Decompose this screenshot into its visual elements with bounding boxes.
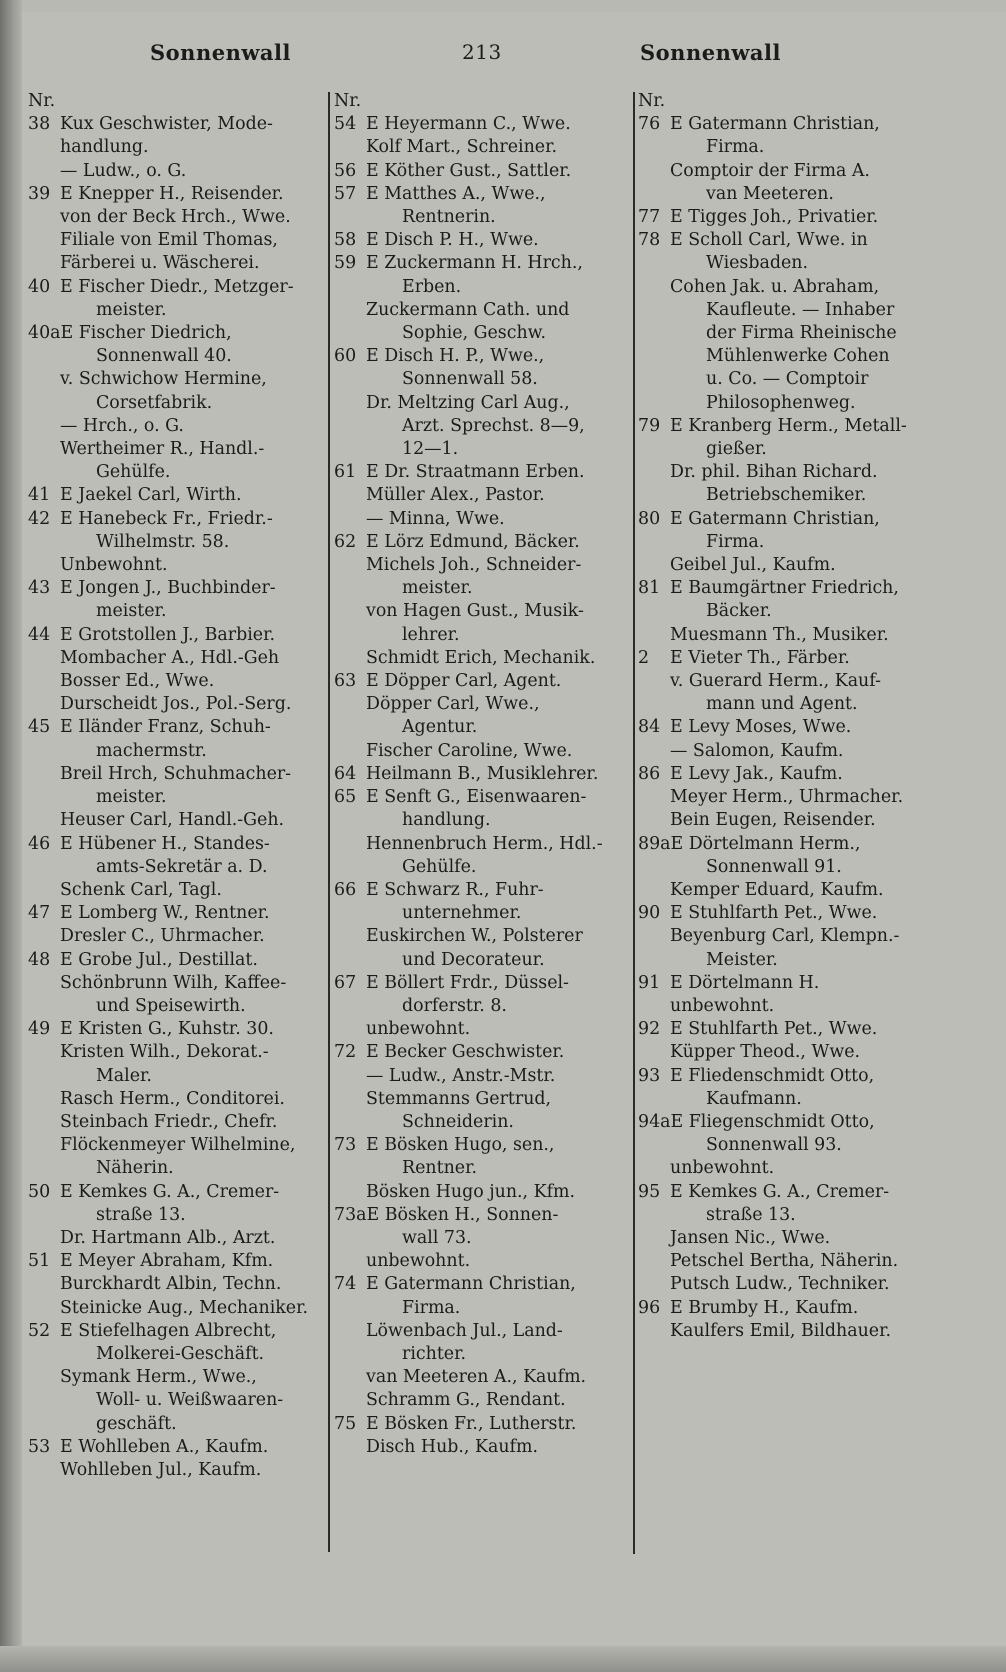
resident-line: Durscheidt Jos., Pol.-Serg. bbox=[60, 694, 292, 715]
continuation-line: Gehülfe. bbox=[96, 462, 171, 483]
column-heading: Nr. bbox=[638, 91, 666, 111]
continuation-line: Kaufmann. bbox=[706, 1088, 802, 1109]
directory-entry bbox=[334, 1413, 628, 1436]
house-number: 52 bbox=[28, 1320, 51, 1341]
resident-line: Mombacher A., Hdl.-Geh bbox=[60, 647, 280, 668]
resident-line: von der Beck Hrch., Wwe. bbox=[60, 207, 291, 228]
resident-line: von Hagen Gust., Musik- bbox=[366, 601, 584, 622]
continuation-line: richter. bbox=[402, 1343, 467, 1364]
entry-text: E Fliedenschmidt Otto, bbox=[670, 1065, 875, 1086]
continuation-line: unternehmer. bbox=[402, 903, 522, 924]
house-number: 46 bbox=[28, 833, 51, 854]
directory-entry bbox=[28, 624, 322, 647]
entry-text: E Heyermann C., Wwe. bbox=[366, 114, 571, 135]
resident-line: Dr. Meltzing Carl Aug., bbox=[366, 392, 570, 413]
house-number: 60 bbox=[334, 346, 357, 367]
resident-line: Bein Eugen, Reisender. bbox=[670, 810, 876, 831]
continuation-line: Philosophenweg. bbox=[706, 392, 856, 413]
continuation-line: meister. bbox=[96, 299, 167, 320]
continuation-line: straße 13. bbox=[96, 1204, 186, 1225]
resident-line: unbewohnt. bbox=[366, 1019, 471, 1040]
continuation-line: Näherin. bbox=[96, 1158, 174, 1179]
directory-entry bbox=[334, 763, 628, 786]
directory-entry bbox=[28, 276, 322, 299]
continuation-line: amts-Sekretär a. D. bbox=[96, 856, 268, 877]
entry-text: E Kranberg Herm., Metall- bbox=[670, 415, 907, 436]
house-number: 64 bbox=[334, 763, 357, 784]
continuation-line: Agentur. bbox=[402, 717, 478, 738]
resident-line: — Ludw., o. G. bbox=[60, 160, 187, 181]
resident-line: Michels Joh., Schneider- bbox=[366, 555, 582, 576]
continuation-line: Sophie, Geschw. bbox=[402, 323, 547, 344]
resident-line: Dr. Hartmann Alb., Arzt. bbox=[60, 1227, 276, 1248]
continuation-line: Sonnenwall 40. bbox=[96, 346, 232, 367]
directory-entry bbox=[638, 415, 932, 438]
house-number: 43 bbox=[28, 578, 51, 599]
entry-text: E Stuhlfarth Pet., Wwe. bbox=[670, 1019, 878, 1040]
entry-text: E Dr. Straatmann Erben. bbox=[366, 462, 585, 483]
resident-line: unbewohnt. bbox=[670, 995, 775, 1016]
entry-text: E Meyer Abraham, Kfm. bbox=[60, 1251, 274, 1272]
entry-text: Kux Geschwister, Mode- bbox=[60, 114, 273, 135]
directory-entry bbox=[28, 113, 322, 136]
directory-entry bbox=[28, 716, 322, 739]
house-number: 61 bbox=[334, 462, 357, 483]
entry-text: E Levy Jak., Kaufm. bbox=[670, 763, 843, 784]
continuation-line: handlung. bbox=[402, 810, 491, 831]
directory-entry bbox=[638, 1111, 932, 1134]
resident-line: Steinbach Friedr., Chefr. bbox=[60, 1111, 278, 1132]
continuation-line: geschäft. bbox=[96, 1413, 177, 1434]
resident-line: Schramm G., Rendant. bbox=[366, 1390, 566, 1411]
continuation-line: Sonnenwall 93. bbox=[706, 1135, 842, 1156]
directory-column-2 bbox=[334, 90, 628, 1459]
entry-text: E Kristen G., Kuhstr. 30. bbox=[60, 1019, 274, 1040]
entry-text: E Disch P. H., Wwe. bbox=[366, 230, 539, 251]
house-number: 45 bbox=[28, 717, 51, 738]
directory-entry bbox=[28, 1250, 322, 1273]
continuation-line: Sonnenwall 91. bbox=[706, 856, 842, 877]
house-number: 96 bbox=[638, 1297, 661, 1318]
entry-text: E Disch H. P., Wwe., bbox=[366, 346, 545, 367]
continuation-line: Mühlenwerke Cohen bbox=[706, 346, 890, 367]
house-number: 50 bbox=[28, 1181, 51, 1202]
column-heading: Nr. bbox=[28, 91, 56, 111]
resident-line: Dresler C., Uhrmacher. bbox=[60, 926, 265, 947]
house-number: 76 bbox=[638, 114, 661, 135]
directory-entry bbox=[638, 716, 932, 739]
directory-entry bbox=[334, 531, 628, 554]
directory-entry bbox=[28, 1320, 322, 1343]
house-number: 90 bbox=[638, 903, 661, 924]
house-number: 66 bbox=[334, 879, 357, 900]
house-number: 75 bbox=[334, 1413, 357, 1434]
directory-entry bbox=[638, 902, 932, 925]
entry-text: E Bösken H., Sonnen- bbox=[366, 1204, 559, 1225]
directory-entry bbox=[28, 508, 322, 531]
resident-line: Euskirchen W., Polsterer bbox=[366, 926, 583, 947]
resident-line: Flöckenmeyer Wilhelmine, bbox=[60, 1135, 296, 1156]
continuation-line: u. Co. — Comptoir bbox=[706, 369, 869, 390]
continuation-line: machermstr. bbox=[96, 740, 207, 761]
resident-line: Heuser Carl, Handl.-Geh. bbox=[60, 810, 285, 831]
continuation-line: Molkerei-Geschäft. bbox=[96, 1343, 265, 1364]
entry-text: E Hanebeck Fr., Friedr.- bbox=[60, 508, 273, 529]
directory-entry bbox=[334, 252, 628, 275]
house-number: 53 bbox=[28, 1436, 51, 1457]
entry-text: E Gatermann Christian, bbox=[670, 508, 880, 529]
book-spine-shadow bbox=[0, 0, 22, 1672]
directory-column-3 bbox=[638, 90, 932, 1343]
resident-line: Küpper Theod., Wwe. bbox=[670, 1042, 861, 1063]
directory-entry bbox=[638, 1297, 932, 1320]
continuation-line: Firma. bbox=[706, 137, 765, 158]
resident-line: Bosser Ed., Wwe. bbox=[60, 671, 215, 692]
resident-line: — Minna, Wwe. bbox=[366, 508, 505, 529]
entry-text: E Stuhlfarth Pet., Wwe. bbox=[670, 903, 878, 924]
continuation-line: Maler. bbox=[96, 1065, 152, 1086]
entry-text: E Vieter Th., Färber. bbox=[670, 647, 850, 668]
house-number: 38 bbox=[28, 114, 51, 135]
resident-line: Wertheimer R., Handl.- bbox=[60, 439, 265, 460]
continuation-line: 12—1. bbox=[402, 439, 459, 460]
entry-text: E Lörz Edmund, Bäcker. bbox=[366, 531, 580, 552]
directory-entry bbox=[334, 160, 628, 183]
resident-line: Löwenbach Jul., Land- bbox=[366, 1320, 563, 1341]
directory-entry bbox=[638, 972, 932, 995]
house-number: 67 bbox=[334, 972, 357, 993]
house-number: 39 bbox=[28, 183, 51, 204]
resident-line: — Ludw., Anstr.-Mstr. bbox=[366, 1065, 556, 1086]
directory-entry bbox=[638, 833, 932, 856]
house-number: 56 bbox=[334, 160, 357, 181]
directory-entry bbox=[638, 1018, 932, 1041]
entry-text: E Fischer Diedr., Metzger- bbox=[60, 276, 294, 297]
page-number: 213 bbox=[462, 40, 502, 64]
entry-text: E Jaekel Carl, Wirth. bbox=[60, 485, 242, 506]
house-number: 42 bbox=[28, 508, 51, 529]
resident-line: Bösken Hugo jun., Kfm. bbox=[366, 1181, 576, 1202]
resident-line: Disch Hub., Kaufm. bbox=[366, 1436, 538, 1457]
continuation-line: Sonnenwall 58. bbox=[402, 369, 538, 390]
house-number: 94a bbox=[638, 1111, 671, 1132]
directory-entry bbox=[334, 345, 628, 368]
house-number: 58 bbox=[334, 230, 357, 251]
resident-line: Schönbrunn Wilh, Kaffee- bbox=[60, 972, 287, 993]
continuation-line: Rentner. bbox=[402, 1158, 477, 1179]
entry-text: E Dörtelmann H. bbox=[670, 972, 820, 993]
column-rule bbox=[633, 92, 635, 1554]
resident-line: Burckhardt Albin, Techn. bbox=[60, 1274, 282, 1295]
house-number: 73a bbox=[334, 1204, 367, 1225]
entry-text: E Fischer Diedrich, bbox=[60, 323, 232, 344]
directory-entry bbox=[28, 833, 322, 856]
continuation-line: straße 13. bbox=[706, 1204, 796, 1225]
directory-entry bbox=[638, 763, 932, 786]
continuation-line: Betriebschemiker. bbox=[706, 485, 867, 506]
directory-entry bbox=[334, 972, 628, 995]
resident-line: Jansen Nic., Wwe. bbox=[670, 1227, 831, 1248]
directory-entry bbox=[28, 577, 322, 600]
entry-text: Heilmann B., Musiklehrer. bbox=[366, 763, 599, 784]
resident-line: Dr. phil. Bihan Richard. bbox=[670, 462, 878, 483]
entry-text: E Bösken Hugo, sen., bbox=[366, 1135, 555, 1156]
resident-line: — Hrch., o. G. bbox=[60, 415, 184, 436]
resident-line: Meyer Herm., Uhrmacher. bbox=[670, 787, 904, 808]
continuation-line: der Firma Rheinische bbox=[706, 323, 897, 344]
house-number: 49 bbox=[28, 1019, 51, 1040]
resident-line: Fischer Caroline, Wwe. bbox=[366, 740, 573, 761]
entry-text: E Kemkes G. A., Cremer- bbox=[670, 1181, 890, 1202]
directory-entry bbox=[28, 1436, 322, 1459]
resident-line: Zuckermann Cath. und bbox=[366, 299, 570, 320]
house-number: 40a bbox=[28, 323, 61, 344]
house-number: 84 bbox=[638, 717, 661, 738]
house-number: 2 bbox=[638, 647, 650, 668]
house-number: 44 bbox=[28, 624, 51, 645]
entry-text: E Brumby H., Kaufm. bbox=[670, 1297, 859, 1318]
directory-entry bbox=[28, 322, 322, 345]
entry-text: E Fliegenschmidt Otto, bbox=[670, 1111, 875, 1132]
house-number: 95 bbox=[638, 1181, 661, 1202]
resident-line: Müller Alex., Pastor. bbox=[366, 485, 545, 506]
resident-line: unbewohnt. bbox=[366, 1251, 471, 1272]
continuation-line: Schneiderin. bbox=[402, 1111, 514, 1132]
entry-text: E Bösken Fr., Lutherstr. bbox=[366, 1413, 577, 1434]
house-number: 41 bbox=[28, 485, 51, 506]
directory-entry bbox=[638, 229, 932, 252]
resident-line: Muesmann Th., Musiker. bbox=[670, 624, 889, 645]
directory-entry bbox=[638, 113, 932, 136]
resident-line: Rasch Herm., Conditorei. bbox=[60, 1088, 285, 1109]
directory-entry bbox=[334, 229, 628, 252]
resident-line: van Meeteren A., Kaufm. bbox=[366, 1367, 587, 1388]
resident-line: Breil Hrch, Schuhmacher- bbox=[60, 763, 292, 784]
resident-line: Putsch Ludw., Techniker. bbox=[670, 1274, 890, 1295]
house-number: 91 bbox=[638, 972, 661, 993]
entry-text: E Gatermann Christian, bbox=[366, 1274, 576, 1295]
continuation-line: van Meeteren. bbox=[706, 183, 834, 204]
resident-line: Geibel Jul., Kaufm. bbox=[670, 555, 836, 576]
house-number: 81 bbox=[638, 578, 661, 599]
resident-line: Döpper Carl, Wwe., bbox=[366, 694, 540, 715]
house-number: 51 bbox=[28, 1251, 51, 1272]
house-number: 73 bbox=[334, 1135, 357, 1156]
resident-line: Petschel Bertha, Näherin. bbox=[670, 1251, 899, 1272]
directory-entry bbox=[334, 1273, 628, 1296]
directory-entry bbox=[334, 113, 628, 136]
resident-line: Kemper Eduard, Kaufm. bbox=[670, 879, 884, 900]
house-number: 54 bbox=[334, 114, 357, 135]
directory-entry bbox=[334, 1134, 628, 1157]
resident-line: v. Schwichow Hermine, bbox=[60, 369, 267, 390]
entry-text: E Grobe Jul., Destillat. bbox=[60, 949, 258, 970]
directory-entry bbox=[28, 949, 322, 972]
entry-text: E Matthes A., Wwe., bbox=[366, 183, 546, 204]
continuation-line: Rentnerin. bbox=[402, 207, 496, 228]
house-number: 92 bbox=[638, 1019, 661, 1040]
continuation-line: gießer. bbox=[706, 439, 767, 460]
entry-text: E Lomberg W., Rentner. bbox=[60, 903, 270, 924]
house-number: 74 bbox=[334, 1274, 357, 1295]
resident-line: Kolf Mart., Schreiner. bbox=[366, 137, 558, 158]
entry-text: E Dörtelmann Herm., bbox=[670, 833, 861, 854]
entry-text: E Döpper Carl, Agent. bbox=[366, 671, 562, 692]
column-heading: Nr. bbox=[334, 91, 362, 111]
continuation-line: und Decorateur. bbox=[402, 949, 545, 970]
directory-entry bbox=[334, 1041, 628, 1064]
directory-entry bbox=[334, 1204, 628, 1227]
resident-line: Beyenburg Carl, Klempn.- bbox=[670, 926, 900, 947]
house-number: 63 bbox=[334, 671, 357, 692]
house-number: 40 bbox=[28, 276, 51, 297]
continuation-line: Corsetfabrik. bbox=[96, 392, 213, 413]
house-number: 77 bbox=[638, 207, 661, 228]
entry-text: E Kemkes G. A., Cremer- bbox=[60, 1181, 280, 1202]
house-number: 80 bbox=[638, 508, 661, 529]
entry-text: E Köther Gust., Sattler. bbox=[366, 160, 572, 181]
entry-text: E Böllert Frdr., Düssel- bbox=[366, 972, 569, 993]
directory-entry bbox=[638, 647, 932, 670]
entry-text: E Tigges Joh., Privatier. bbox=[670, 207, 879, 228]
directory-entry bbox=[334, 183, 628, 206]
resident-line: Comptoir der Firma A. bbox=[670, 160, 870, 181]
directory-entry bbox=[334, 670, 628, 693]
continuation-line: Woll- u. Weißwaaren- bbox=[96, 1390, 284, 1411]
house-number: 78 bbox=[638, 230, 661, 251]
resident-line: Stemmanns Gertrud, bbox=[366, 1088, 552, 1109]
house-number: 72 bbox=[334, 1042, 357, 1063]
resident-line: Hennenbruch Herm., Hdl.- bbox=[366, 833, 603, 854]
directory-entry bbox=[638, 577, 932, 600]
entry-text: E Hübener H., Standes- bbox=[60, 833, 270, 854]
continuation-line: Firma. bbox=[402, 1297, 461, 1318]
house-number: 48 bbox=[28, 949, 51, 970]
running-head-right: Sonnenwall bbox=[640, 40, 781, 65]
directory-entry bbox=[28, 902, 322, 925]
resident-line: Wohlleben Jul., Kaufm. bbox=[60, 1459, 262, 1480]
entry-text: E Gatermann Christian, bbox=[670, 114, 880, 135]
continuation-line: wall 73. bbox=[402, 1227, 472, 1248]
continuation-line: Wilhelmstr. 58. bbox=[96, 531, 230, 552]
continuation-line: Erben. bbox=[402, 276, 462, 297]
directory-entry bbox=[28, 1018, 322, 1041]
resident-line: — Salomon, Kaufm. bbox=[670, 740, 844, 761]
directory-entry bbox=[638, 1181, 932, 1204]
house-number: 93 bbox=[638, 1065, 661, 1086]
continuation-line: und Speisewirth. bbox=[96, 995, 246, 1016]
resident-line: v. Guerard Herm., Kauf- bbox=[670, 671, 881, 692]
directory-entry bbox=[334, 786, 628, 809]
resident-line: handlung. bbox=[60, 137, 149, 158]
continuation-line: meister. bbox=[96, 601, 167, 622]
resident-line: Schenk Carl, Tagl. bbox=[60, 879, 222, 900]
resident-line: Cohen Jak. u. Abraham, bbox=[670, 276, 880, 297]
resident-line: Schmidt Erich, Mechanik. bbox=[366, 647, 596, 668]
house-number: 89a bbox=[638, 833, 671, 854]
entry-text: E Senft G., Eisenwaaren- bbox=[366, 787, 587, 808]
house-number: 57 bbox=[334, 183, 357, 204]
continuation-line: Wiesbaden. bbox=[706, 253, 808, 274]
running-head-left: Sonnenwall bbox=[150, 40, 291, 65]
entry-text: E Baumgärtner Friedrich, bbox=[670, 578, 899, 599]
column-rule bbox=[328, 92, 330, 1552]
entry-text: E Levy Moses, Wwe. bbox=[670, 717, 852, 738]
resident-line: Kristen Wilh., Dekorat.- bbox=[60, 1042, 269, 1063]
continuation-line: meister. bbox=[402, 578, 473, 599]
directory-entry bbox=[334, 879, 628, 902]
continuation-line: Arzt. Sprechst. 8—9, bbox=[402, 415, 585, 436]
house-number: 65 bbox=[334, 787, 357, 808]
resident-line: Symank Herm., Wwe., bbox=[60, 1367, 257, 1388]
resident-line: Färberei u. Wäscherei. bbox=[60, 253, 260, 274]
house-number: 86 bbox=[638, 763, 661, 784]
entry-text: E Knepper H., Reisender. bbox=[60, 183, 284, 204]
continuation-line: dorferstr. 8. bbox=[402, 995, 507, 1016]
directory-entry bbox=[28, 484, 322, 507]
resident-line: Unbewohnt. bbox=[60, 555, 168, 576]
directory-entry bbox=[28, 183, 322, 206]
directory-entry bbox=[334, 461, 628, 484]
entry-text: E Schwarz R., Fuhr- bbox=[366, 879, 544, 900]
entry-text: E Scholl Carl, Wwe. in bbox=[670, 230, 868, 251]
continuation-line: mann und Agent. bbox=[706, 694, 858, 715]
directory-entry bbox=[638, 206, 932, 229]
entry-text: E Becker Geschwister. bbox=[366, 1042, 565, 1063]
continuation-line: Kaufleute. — Inhaber bbox=[706, 299, 895, 320]
house-number: 62 bbox=[334, 531, 357, 552]
entry-text: E Zuckermann H. Hrch., bbox=[366, 253, 583, 274]
entry-text: E Grotstollen J., Barbier. bbox=[60, 624, 275, 645]
resident-line: Steinicke Aug., Mechaniker. bbox=[60, 1297, 309, 1318]
continuation-line: Meister. bbox=[706, 949, 778, 970]
entry-text: E Stiefelhagen Albrecht, bbox=[60, 1320, 277, 1341]
resident-line: Filiale von Emil Thomas, bbox=[60, 230, 278, 251]
directory-entry bbox=[638, 1065, 932, 1088]
continuation-line: Gehülfe. bbox=[402, 856, 477, 877]
directory-column-1 bbox=[28, 90, 322, 1482]
house-number: 47 bbox=[28, 903, 51, 924]
resident-line: unbewohnt. bbox=[670, 1158, 775, 1179]
page-bottom-edge bbox=[0, 1646, 1006, 1672]
house-number: 59 bbox=[334, 253, 357, 274]
continuation-line: Firma. bbox=[706, 531, 765, 552]
continuation-line: meister. bbox=[96, 787, 167, 808]
house-number: 79 bbox=[638, 415, 661, 436]
directory-entry bbox=[28, 1181, 322, 1204]
entry-text: E Wohlleben A., Kaufm. bbox=[60, 1436, 269, 1457]
entry-text: E Jongen J., Buchbinder- bbox=[60, 578, 276, 599]
resident-line: Kaulfers Emil, Bildhauer. bbox=[670, 1320, 892, 1341]
directory-entry bbox=[638, 508, 932, 531]
continuation-line: lehrer. bbox=[402, 624, 460, 645]
continuation-line: Bäcker. bbox=[706, 601, 772, 622]
entry-text: E Iländer Franz, Schuh- bbox=[60, 717, 271, 738]
